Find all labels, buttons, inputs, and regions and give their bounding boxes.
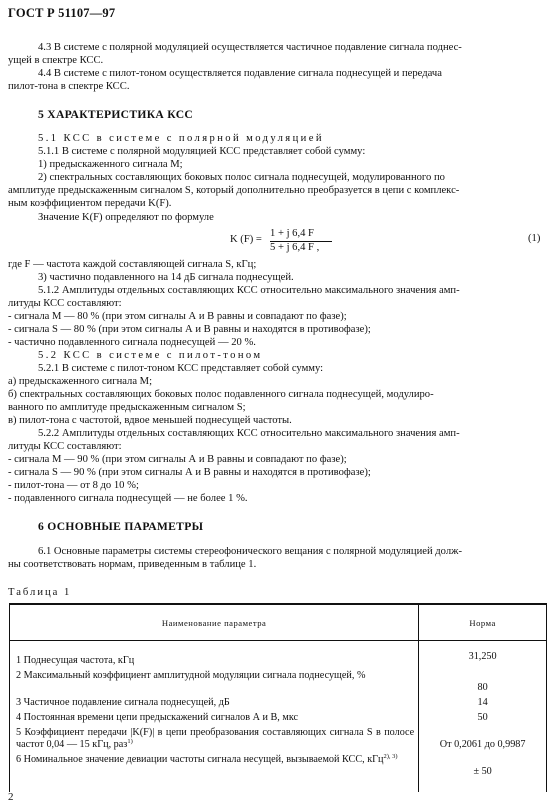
- param-text: 5 Коэффициент передачи |K(F)| в цепи преобразования составляющих сигнала S в полосе частот 0,04 — 15 кГц, раз: [16, 727, 415, 750]
- column-header-parameter: Наименование параметра: [10, 604, 419, 641]
- norm-cell: 50: [419, 709, 547, 724]
- bullet-5-2-2-3: - пилот-тона — от 8 до 10 %;: [8, 480, 139, 491]
- para-5-1-1: 5.1.1 В системе с полярной модуляцией КСС представляет собой сумму:: [38, 146, 366, 157]
- para-5-1-2-line1: 5.1.2 Амплитуды отдельных составляющих КСС относительно максимального значения амп-: [38, 285, 460, 296]
- formula-numerator: 1 + j 6,4 F: [270, 228, 314, 239]
- bullet-5-1-2-1: - сигнала М — 80 % (при этом сигналы А и В равны и совпадают по фазе);: [8, 311, 347, 322]
- para-5-2-2-line1: 5.2.2 Амплитуды отдельных составляющих КСС относительно максимального значения амп-: [38, 428, 460, 439]
- para-4-3-line1: 4.3 В системе с полярной модуляцией осуществляется частичное подавление сигнала поднес-: [38, 42, 462, 53]
- item-5-2-1-c: в) пилот-тона с частотой, вдвое меньшей поднесущей частоты.: [8, 415, 292, 426]
- para-5-2-1: 5.2.1 В системе с пилот-тоном КСС представляет собой сумму:: [38, 363, 324, 374]
- param-cell: 1 Поднесущая частота, кГц: [10, 641, 419, 668]
- table-row: [10, 641, 547, 668]
- para-5-1-2-line2: литуды КСС составляют:: [8, 298, 122, 309]
- table-row: [10, 709, 547, 724]
- formula-number: (1): [528, 233, 541, 244]
- param-text: 6 Номинальное значение девиации частоты сигнала несущей, вызываемой КСС, кГц: [16, 754, 384, 765]
- param-cell: 2 Максимальный коэффициент амплитудной модуляции сигнала поднесущей, %: [10, 667, 419, 694]
- table-row: [10, 694, 547, 709]
- parameters-table: [9, 603, 547, 792]
- table-row: [10, 751, 547, 792]
- item-5-2-1-b-line2: ванного по амплитуде предыскаженным сигналом S;: [8, 402, 246, 413]
- bullet-5-1-2-2: - сигнала S — 80 % (при этом сигналы А и В равны и находятся в противофазе);: [8, 324, 371, 335]
- table-row: [10, 667, 547, 694]
- param-cell: [10, 751, 419, 792]
- para-6-1-line2: ны соответствовать нормам, приведенным в таблице 1.: [8, 559, 257, 570]
- param-cell: [10, 724, 419, 751]
- table-caption: Таблица 1: [8, 587, 72, 598]
- formula-intro: Значение K(F) определяют по формуле: [38, 212, 214, 223]
- document-header: ГОСТ Р 51107—97: [8, 6, 116, 20]
- section-5-title: 5 ХАРАКТЕРИСТИКА КСС: [38, 108, 194, 121]
- page-number: 2: [8, 791, 14, 803]
- item-5-1-1-1: 1) предыскаженного сигнала М;: [38, 159, 183, 170]
- param-cell: 3 Частичное подавление сигнала поднесущей, дБ: [10, 694, 419, 709]
- norm-cell: От 0,2061 до 0,9987: [419, 724, 547, 751]
- column-header-norm: Норма: [419, 604, 547, 641]
- footnote-ref: 1): [127, 738, 133, 745]
- item-5-2-1-b-line1: б) спектральных составляющих боковых полос подавленного сигнала поднесущей, модулиро-: [8, 389, 434, 400]
- para-4-3-line2: ущей в спектре КСС.: [8, 55, 104, 66]
- formula-denominator: 5 + j 6,4 F ,: [270, 242, 320, 253]
- para-4-4-line1: 4.4 В системе с пилот-тоном осуществляется подавление сигнала поднесущей и передача: [38, 68, 442, 79]
- item-5-1-1-2-line2: амплитуде предыскаженным сигналом S, который дополнительно преобразуется в цепи с комплекс-: [8, 185, 460, 196]
- section-6-title: 6 ОСНОВНЫЕ ПАРАМЕТРЫ: [38, 520, 204, 533]
- subsection-5-1: 5.1 КСС в системе с полярной модуляцией: [38, 133, 324, 144]
- param-cell: 4 Постоянная времени цепи предыскажений сигналов А и В, мкс: [10, 709, 419, 724]
- bullet-5-1-2-3: - частично подавленного сигнала поднесущей — 20 %.: [8, 337, 256, 348]
- para-5-2-2-line2: литуды КСС составляют:: [8, 441, 122, 452]
- formula-where: где F — частота каждой составляющей сигнала S, кГц;: [8, 259, 257, 270]
- formula-lhs: K (F) =: [230, 234, 262, 245]
- norm-cell: 14: [419, 694, 547, 709]
- para-4-4-line2: пилот-тона в спектре КСС.: [8, 81, 130, 92]
- norm-cell: ± 50: [419, 751, 547, 792]
- item-5-2-1-a: а) предыскаженного сигнала М;: [8, 376, 153, 387]
- item-5-1-1-2-line3: ным коэффициентом передачи K(F).: [8, 198, 172, 209]
- para-6-1-line1: 6.1 Основные параметры системы стереофонического вещания с полярной модуляцией долж-: [38, 546, 462, 557]
- norm-cell: 80: [419, 667, 547, 694]
- bullet-5-2-2-2: - сигнала S — 90 % (при этом сигналы А и В равны и находятся в противофазе);: [8, 467, 371, 478]
- item-5-1-1-3: 3) частично подавленного на 14 дБ сигнала поднесущей.: [38, 272, 294, 283]
- norm-cell: 31,250: [419, 641, 547, 668]
- item-5-1-1-2-line1: 2) спектральных составляющих боковых полос сигнала поднесущей, модулированного по: [38, 172, 445, 183]
- bullet-5-2-2-1: - сигнала М — 90 % (при этом сигналы А и В равны и совпадают по фазе);: [8, 454, 347, 465]
- subsection-5-2: 5.2 КСС в системе с пилот-тоном: [38, 350, 263, 361]
- table-row: [10, 724, 547, 751]
- footnote-ref: 2), 3): [383, 753, 398, 760]
- table-header-row: [10, 604, 547, 641]
- bullet-5-2-2-4: - подавленного сигнала поднесущей — не более 1 %.: [8, 493, 248, 504]
